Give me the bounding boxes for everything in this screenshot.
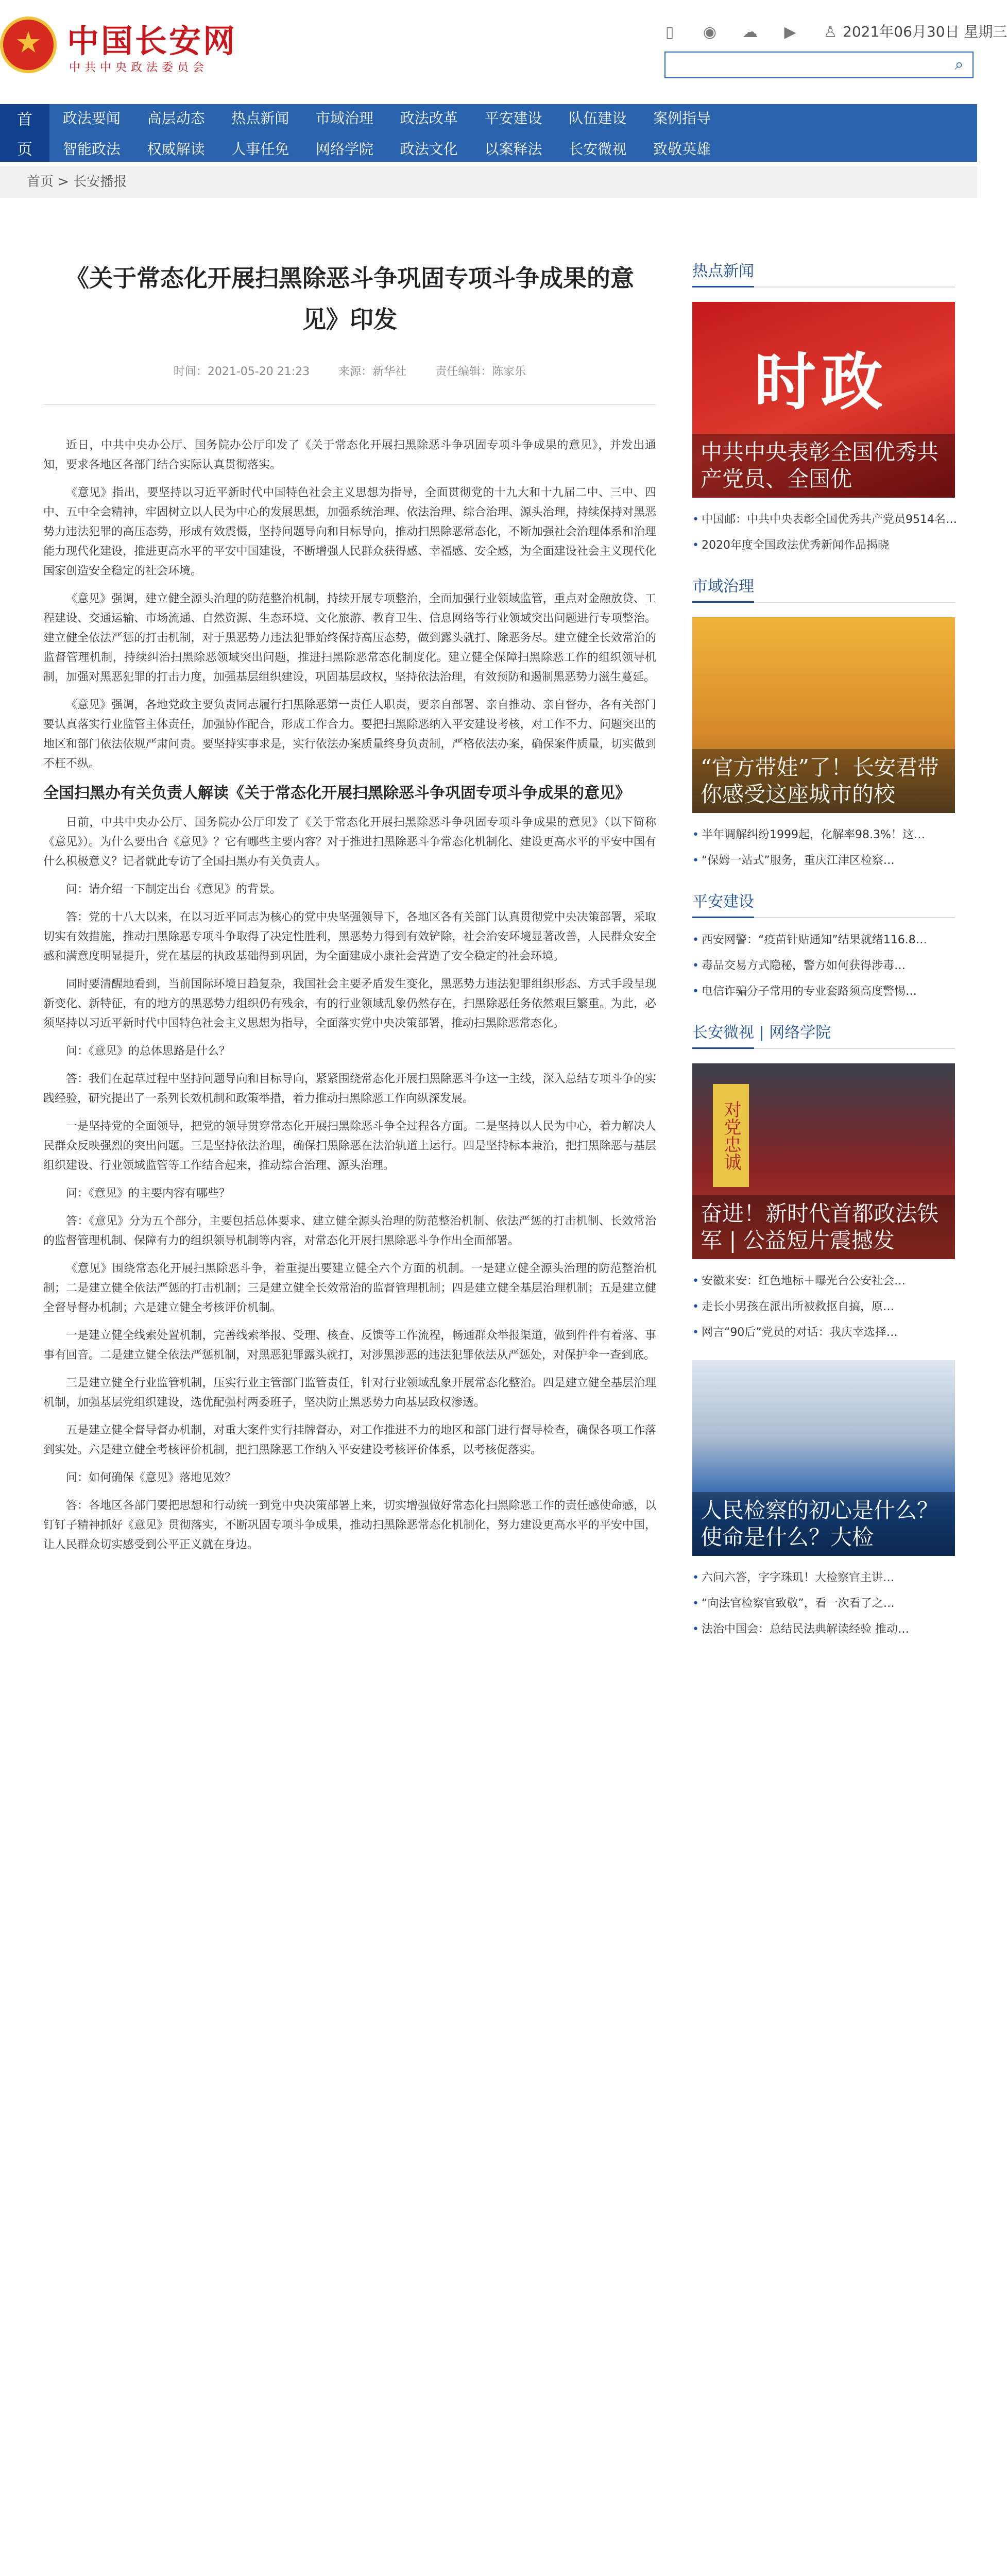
nav-item[interactable]: 人事任免 <box>231 141 289 158</box>
paragraph: 答：党的十八大以来，在以习近平同志为核心的党中央坚强领导下，各地区各有关部门认真贯彻党中央决策部署，采取切实有效措施，推动扫黑除恶专项斗争取得了决定性胜利，黑恶势力得到有效铲除，社会治安环境显著改善，人民群众安全感和满意度明显提升，党在基层的执政基础得到巩固，为全面建成小康社会营造了安全稳定的社会环境。 <box>43 911 656 963</box>
video2-caption: 人民检察的初心是什么？使命是什么？大检 <box>692 1492 955 1556</box>
sidebar-section-header <box>692 574 955 603</box>
paragraph: 五是建立健全督导督办机制，对重大案件实行挂牌督办，对工作推进不力的地区和部门进行督导检查，确保各项工作落到实处。六是建立健全考核评价机制，把扫黑除恶工作纳入平安建设考核评价体系，以考核促落实。 <box>43 1424 656 1456</box>
hot-news-caption: 中共中央表彰全国优秀共产党员、全国优 <box>692 434 955 498</box>
list-item[interactable]: • 毒品交易方式隐秘，警方如何获得涉毒… <box>692 953 955 979</box>
city-section <box>692 574 955 874</box>
nav-column <box>387 104 471 162</box>
user-icon[interactable]: ♙ <box>823 23 838 41</box>
nav-item[interactable]: 长安微视 <box>569 141 627 158</box>
article-source: 来源：新华社 <box>338 365 407 378</box>
video-image[interactable] <box>692 1063 955 1259</box>
search-box <box>664 52 974 78</box>
list-item[interactable]: • 网言“90后”党员的对话：我庆幸选择… <box>692 1320 955 1346</box>
nav-item[interactable]: 平安建设 <box>484 110 542 127</box>
wechat-icon[interactable]: ☁ <box>742 23 758 41</box>
sidebar <box>692 259 955 1642</box>
nav-home-bottom: 页 <box>17 141 32 159</box>
hot-news-list <box>692 507 955 558</box>
video-title[interactable]: 长安微视 | 网络学院 <box>692 1024 831 1042</box>
nav-grid <box>49 104 977 162</box>
search-icon[interactable]: ⌕ <box>954 56 964 74</box>
article-editor: 责任编辑：陈家乐 <box>435 365 526 378</box>
article-title: 《关于常态化开展扫黑除恶斗争巩固专项斗争成果的意见》印发 <box>65 264 634 333</box>
weibo-icon[interactable]: ◉ <box>703 23 717 41</box>
paragraph: 三是建立健全行业监管机制，压实行业主管部门监管责任，针对行业领域乱象开展常态化整治。四是建立健全基层治理机制，加强基层党组织建设，选优配强村两委班子，坚决防止黑恶势力向基层政权渗透。 <box>43 1377 656 1409</box>
nav-column <box>555 104 640 162</box>
paragraph: 《意见》强调，各地党政主要负责同志履行扫黑除恶第一责任人职责，要亲自部署、亲自推动、亲自督办，各有关部门要认真落实行业监管主体责任，加强协作配合，形成工作合力。要把扫黑除恶纳入平安建设考核，对工作不力、问题突出的地区和部门依法依规严肃问责。要坚持实事求是，实行依法办案质量终身负责制，严格依法办案，确保案件质量，切实做到不枉不纵。 <box>43 699 656 770</box>
list-item[interactable]: • 安徽来安：红色地标＋曝光台公安社会… <box>692 1268 955 1294</box>
article-body <box>43 436 656 1555</box>
nav-item[interactable]: 政法要闻 <box>62 110 121 127</box>
peace-section <box>692 889 955 1005</box>
video-list <box>692 1268 955 1346</box>
site-logo[interactable] <box>0 15 288 77</box>
nav-column <box>302 104 387 162</box>
hot-news-image[interactable] <box>692 302 955 498</box>
paragraph: 答：《意见》分为五个部分，主要包括总体要求、建立健全源头治理的防范整治机制、依法严惩的打击机制、长效常治的监督管理机制、保障有力的组织领导机制等内容，对常态化开展扫黑除恶斗争作出全面部署。 <box>43 1215 656 1247</box>
nav-column <box>49 104 134 162</box>
paragraph: 一是坚持党的全面领导，把党的领导贯穿常态化开展扫黑除恶斗争全过程各方面。二是坚持以人民为中心，着力解决人民群众反映强烈的突出问题。三是坚持依法治理，确保扫黑除恶在法治轨道上运行。四是坚持标本兼治，把扫黑除恶与基层组织建设、行业领域监管等工作结合起来，推动综合治理、源头治理。 <box>43 1120 656 1172</box>
divider <box>43 404 656 405</box>
paragraph: 问：请介绍一下制定出台《意见》的背景。 <box>66 883 282 896</box>
video2-image[interactable] <box>692 1360 955 1556</box>
decorative-banner: 对党忠诚 <box>713 1084 749 1187</box>
logo-subtitle: 中共中央政法委员会 <box>69 61 209 74</box>
nav-item[interactable]: 案例指导 <box>653 110 711 127</box>
list-item[interactable]: • 法治中国会：总结民法典解读经验 推动… <box>692 1617 955 1642</box>
nav-item[interactable]: 队伍建设 <box>569 110 627 127</box>
paragraph: 问：如何确保《意见》落地见效？ <box>66 1471 236 1484</box>
paragraph: 同时要清醒地看到，当前国际环境日趋复杂，我国社会主要矛盾发生变化，黑恶势力违法犯罪组织形态、方式手段呈现新变化、新特征，有的地方的黑恶势力组织仍有残余，有的行业领域乱象仍然存在，扫黑除恶任务依然艰巨繁重。为此，必须坚持以习近平新时代中国特色社会主义思想为指导，全面落实党中央决策部署，推动扫黑除恶常态化。 <box>43 978 656 1030</box>
decorative-glyph: 时政 <box>754 346 888 418</box>
sidebar-section-header <box>692 259 955 287</box>
main-nav <box>0 104 977 162</box>
emblem-icon <box>0 16 57 73</box>
sidebar-section-header <box>692 1020 955 1049</box>
breadcrumb[interactable]: 首页 > 长安播报 <box>0 166 977 198</box>
nav-item[interactable]: 以案释法 <box>484 141 542 158</box>
paragraph: 日前，中共中央办公厅、国务院办公厅印发了《关于常态化开展扫黑除恶斗争巩固专项斗争成果的意见》（以下简称《意见》）。为什么要出台《意见》？它有哪些主要内容？对于推进扫黑除恶斗争常态化机制化、建设更高水平的平安中国有什么积极意义？记者就此专访了全国扫黑办有关负责人。 <box>43 816 656 868</box>
nav-item[interactable]: 市域治理 <box>316 110 374 127</box>
video-section <box>692 1020 955 1642</box>
paragraph: 近日，中共中央办公厅、国务院办公厅印发了《关于常态化开展扫黑除恶斗争巩固专项斗争成果的意见》，并发出通知，要求各地区各部门结合实际认真贯彻落实。 <box>43 439 656 471</box>
nav-home-top: 首 <box>17 111 32 129</box>
video-caption: 奋进！新时代首都政法铁军 | 公益短片震撼发 <box>692 1195 955 1259</box>
list-item[interactable]: • 六问六答，字字珠玑！大检察官主讲… <box>692 1565 955 1591</box>
hot-news-title[interactable]: 热点新闻 <box>692 262 754 280</box>
list-item[interactable]: • 中国邮：中共中央表彰全国优秀共产党员9514名… <box>692 507 955 533</box>
nav-column <box>640 104 724 162</box>
logo-title: 中国长安网 <box>67 22 237 60</box>
nav-item[interactable]: 网络学院 <box>316 141 374 158</box>
nav-item[interactable]: 高层动态 <box>147 110 205 127</box>
top-icons <box>659 22 841 42</box>
list-item[interactable]: • 电信诈骗分子常用的专业套路须高度警惕… <box>692 979 955 1005</box>
article-time: 时间：2021-05-20 21:23 <box>173 365 310 378</box>
nav-column <box>134 104 218 162</box>
nav-item[interactable]: 政法文化 <box>400 141 458 158</box>
list-item[interactable]: • “保姆一站式”服务，重庆江津区检察… <box>692 848 955 874</box>
paragraph: 问：《意见》的主要内容有哪些？ <box>66 1187 231 1200</box>
list-item[interactable]: • “向法官检察官致敬”，看一次看了之… <box>692 1591 955 1617</box>
video-icon[interactable]: ▶ <box>784 23 796 41</box>
peace-list <box>692 927 955 1005</box>
paragraph: 问：《意见》的总体思路是什么？ <box>66 1045 231 1058</box>
nav-item[interactable]: 智能政法 <box>62 141 121 158</box>
nav-item[interactable]: 热点新闻 <box>231 110 289 127</box>
current-date: 2021年06月30日 星期三 <box>843 23 1007 40</box>
search-input[interactable] <box>665 53 944 77</box>
video2-list <box>692 1565 955 1642</box>
paragraph: 《意见》强调，建立健全源头治理的防范整治机制，持续开展专项整治，全面加强行业领域监管，重点对金融放贷、工程建设、交通运输、市场流通、自然资源、生态环境、文化旅游、教育卫生、信息网络等行业领域突出问题进行专项整治。建立健全依法严惩的打击机制，对于黑恶势力违法犯罪始终保持高压态势，做到露头就打、除恶务尽。建立健全长效常治的监督管理机制，持续纠治扫黑除恶领域突出问题，推进扫黑除恶常态化制度化。建立健全保障扫黑除恶工作的组织领导机制，加强对黑恶犯罪的打击力度，加强基层组织建设，巩固基层政权，坚持依法治理，有效预防和遏制黑恶势力滋生蔓延。 <box>43 592 656 684</box>
paragraph: 答：我们在起草过程中坚持问题导向和目标导向，紧紧围绕常态化开展扫黑除恶斗争这一主线，深入总结专项斗争的实践经验，研究提出了一系列长效机制和政策举措，着力推动扫黑除恶工作向纵深发展。 <box>43 1073 656 1105</box>
nav-home[interactable] <box>0 104 49 162</box>
nav-column <box>471 104 556 162</box>
paragraph: 《意见》围绕常态化开展扫黑除恶斗争，着重提出要建立健全六个方面的机制。一是建立健全源头治理的防范整治机制；二是建立健全依法严惩的打击机制；三是建立健全长效常治的监督管理机制；四是建立健全基层治理机制；五是建立健全督导督办机制；六是建立健全考核评价机制。 <box>43 1262 656 1314</box>
mobile-icon[interactable]: ▯ <box>665 23 674 41</box>
article-meta <box>43 363 656 379</box>
city-title[interactable]: 市域治理 <box>692 578 754 596</box>
sidebar-section-header <box>692 889 955 918</box>
list-item[interactable]: • 西安网警：“疫苗针贴通知”结果就绪116.8… <box>692 927 955 953</box>
site-header <box>0 0 1007 81</box>
nav-item[interactable]: 致敬英雄 <box>653 141 711 158</box>
nav-column <box>218 104 302 162</box>
paragraph: 一是建立健全线索处置机制，完善线索举报、受理、核查、反馈等工作流程，畅通群众举报渠道，做到件件有着落、事事有回音。二是建立健全依法严惩机制，对黑恶犯罪露头就打，对涉黑涉恶的违法犯罪依法从严惩处，对保护伞一查到底。 <box>43 1329 656 1362</box>
section-heading: 全国扫黑办有关负责人解读《关于常态化开展扫黑除恶斗争巩固专项斗争成果的意见》 <box>43 784 630 802</box>
paragraph: 答：各地区各部门要把思想和行动统一到党中央决策部署上来，切实增强做好常态化扫黑除恶工作的责任感使命感，以钉钉子精神抓好《意见》贯彻落实，不断巩固专项斗争成果，推动扫黑除恶常态化机制化，努力建设更高水平的平安中国，让人民群众切实感受到公平正义就在身边。 <box>43 1499 656 1551</box>
city-image[interactable] <box>692 617 955 813</box>
list-item[interactable]: • 半年调解纠纷1999起，化解率98.3%！这… <box>692 822 955 848</box>
article <box>43 216 656 1563</box>
list-item[interactable]: • 2020年度全国政法优秀新闻作品揭晓 <box>692 533 955 558</box>
nav-item[interactable]: 政法改革 <box>400 110 458 127</box>
paragraph: 《意见》指出，要坚持以习近平新时代中国特色社会主义思想为指导，全面贯彻党的十九大和十九届二中、三中、四中、五中全会精神，牢固树立以人民为中心的发展思想，加强系统治理、依法治理、综合治理、源头治理，持续保持对黑恶势力违法犯罪的高压态势，形成有效震慑，坚持问题导向和目标导向，推动扫黑除恶常态化，不断加强社会治理体系和治理能力现代化建设，推进更高水平的平安中国建设，不断增强人民群众获得感、幸福感、安全感，为全面建设社会主义现代化国家创造安全稳定的社会环境。 <box>43 486 656 578</box>
nav-item[interactable]: 权威解读 <box>147 141 205 158</box>
city-list <box>692 822 955 874</box>
peace-title[interactable]: 平安建设 <box>692 893 754 911</box>
city-caption: “官方带娃”了！长安君带你感受这座城市的校 <box>692 749 955 813</box>
list-item[interactable]: • 走长小男孩在派出所被救抠自搞，原… <box>692 1294 955 1320</box>
